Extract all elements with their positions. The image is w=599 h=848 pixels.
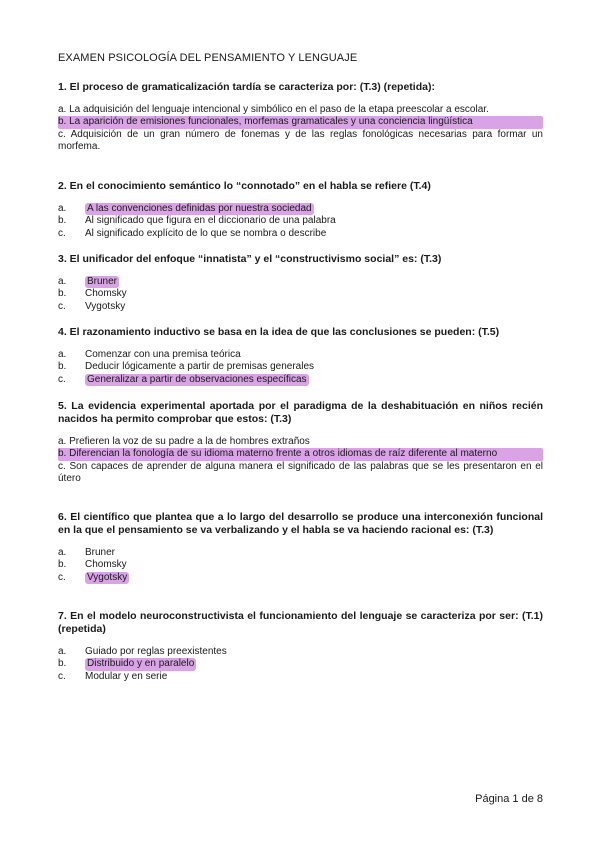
option-letter: b. [58, 361, 67, 373]
question-5 [58, 400, 543, 486]
question-1 [58, 81, 543, 154]
question-3-option-c [58, 301, 543, 313]
option-letter: a. [58, 547, 67, 558]
question-1-option-c: c. Adquisición de un gran número de fonemas y de las reglas fonológicas necesarias para formar un morfema. [58, 128, 543, 153]
question-2-option-b [58, 215, 543, 227]
question-2-options [58, 203, 543, 240]
option-text: Al significado que figura en el diccionario de una palabra [85, 215, 336, 227]
option-letter: b. [58, 288, 67, 300]
question-2-option-c [58, 228, 543, 240]
question-5-option-a: a. Prefieren la voz de su padre a la de hombres extraños [58, 436, 310, 447]
question-5-option-c: c. Son capaces de aprender de alguna manera el significado de las palabras que se les presentaron en el útero [58, 460, 543, 485]
question-3-option-b [58, 288, 543, 300]
option-letter: c. [58, 670, 66, 682]
option-letter: c. [58, 571, 66, 583]
question-4 [58, 326, 543, 386]
question-7-option-c [58, 671, 543, 683]
question-1-option-b-highlighted: b. La aparición de emisiones funcionales, morfemas gramaticales y una conciencia lingüística [58, 116, 543, 128]
option-text-highlighted: Bruner [87, 276, 118, 287]
document-title: EXAMEN PSICOLOGÍA DEL PENSAMIENTO Y LENGUAJE [58, 52, 358, 64]
question-4-option-b [58, 361, 543, 373]
question-5-option-b-highlighted: b. Diferencian la fonología de su idioma materno frente a otros idiomas de raíz diferente al materno [58, 448, 543, 460]
question-6-option-a [58, 547, 543, 559]
question-3-title: 3. El unificador del enfoque “innatista” y el “constructivismo social” es: (T.3) [58, 253, 442, 265]
option-text: Guiado por reglas preexistentes [85, 646, 227, 657]
page-number-footer: Página 1 de 8 [475, 793, 543, 805]
question-6-option-c [58, 572, 543, 584]
question-3 [58, 253, 543, 313]
question-7-title: 7. En el modelo neuroconstructivista el funcionamiento del lenguaje se caracteriza por ser: (T.1) (repetida) [58, 610, 543, 635]
question-6-options [58, 547, 543, 584]
option-text-highlighted: Generalizar a partir de observaciones específicas [87, 373, 307, 385]
question-5-options [58, 436, 543, 486]
question-1-option-a: a. La adquisición del lenguaje intencional y simbólico en el paso de la etapa preescolar a escolar. [58, 104, 489, 115]
option-letter: c. [58, 300, 66, 312]
option-letter: a. [58, 203, 67, 214]
question-4-title: 4. El razonamiento inductivo se basa en la idea de que las conclusiones se pueden: (T.5) [58, 326, 500, 338]
option-letter: a. [58, 646, 67, 657]
question-1-title: 1. El proceso de gramaticalización tardía se caracteriza por: (T.3) (repetida): [58, 81, 435, 93]
question-7 [58, 610, 543, 683]
option-text-highlighted: A las convenciones definidas por nuestra sociedad [87, 203, 312, 214]
option-letter: b. [58, 658, 67, 670]
question-1-options [58, 104, 543, 154]
question-3-options [58, 276, 543, 313]
option-text-highlighted: Distribuido y en paralelo [87, 658, 195, 670]
option-text: Chomsky [85, 288, 127, 300]
option-letter: b. [58, 215, 67, 227]
option-letter: a. [58, 276, 67, 287]
question-7-option-a [58, 646, 543, 658]
question-2 [58, 180, 543, 240]
option-text-highlighted: Vygotsky [87, 571, 128, 583]
option-text: Al significado explícito de lo que se nombra o describe [85, 227, 327, 239]
option-text: Comenzar con una premisa teórica [85, 349, 241, 360]
option-letter: b. [58, 559, 67, 571]
option-text: Bruner [85, 547, 116, 558]
option-letter: c. [58, 227, 66, 239]
question-7-options [58, 646, 543, 683]
option-text: Vygotsky [85, 300, 126, 312]
question-5-title: 5. La evidencia experimental aportada por el paradigma de la deshabituación en niños recién nacidos ha permito comprobar que estos: (T.3) [58, 400, 543, 425]
question-3-option-a [58, 276, 543, 288]
option-text: Modular y en serie [85, 670, 168, 682]
question-4-option-c [58, 374, 543, 386]
question-6-option-b [58, 559, 543, 571]
question-2-title: 2. En el conocimiento semántico lo “connotado” en el habla se refiere (T.4) [58, 180, 431, 192]
question-7-option-b [58, 658, 543, 670]
option-text: Deducir lógicamente a partir de premisas generales [85, 361, 315, 373]
question-4-option-a [58, 349, 543, 361]
question-6 [58, 511, 543, 584]
question-6-title: 6. El científico que plantea que a lo largo del desarrollo se produce una interconexión funcional en la que el pensamiento se va verbalizando y el habla se va haciendo racional es: (T.3) [58, 511, 543, 536]
option-text: Chomsky [85, 559, 127, 571]
question-4-options [58, 349, 543, 386]
question-2-option-a [58, 203, 543, 215]
option-letter: a. [58, 349, 67, 360]
option-letter: c. [58, 373, 66, 385]
